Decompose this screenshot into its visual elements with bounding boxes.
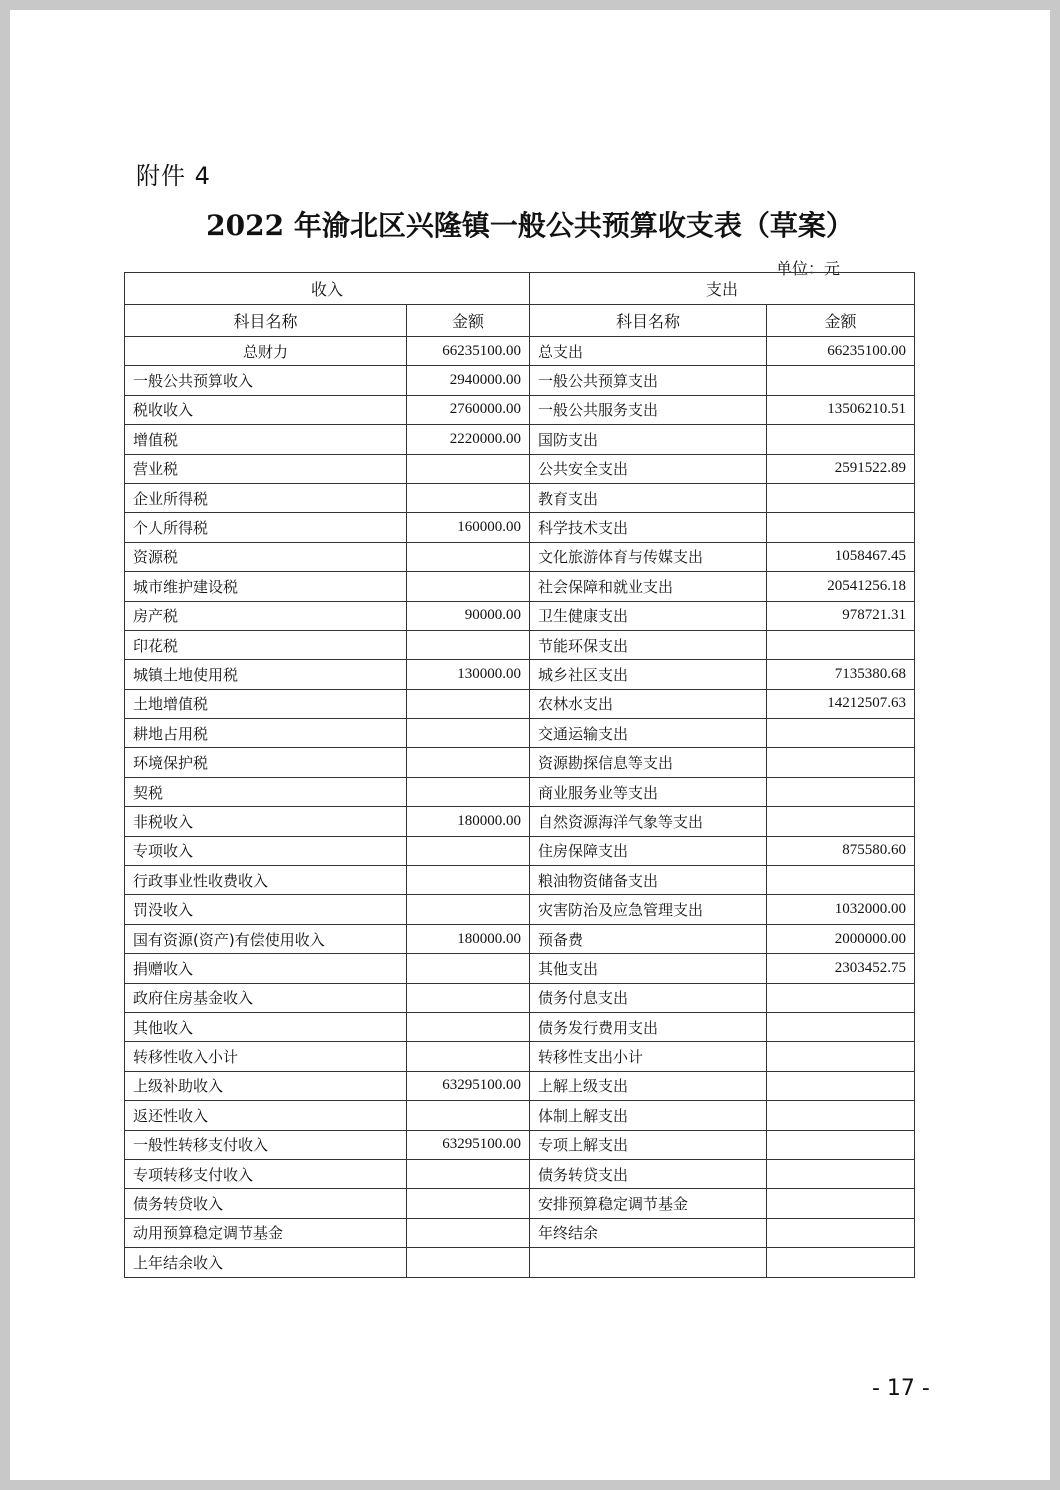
income-item-amount bbox=[407, 454, 530, 483]
income-item-amount bbox=[407, 1159, 530, 1188]
income-item-name: 一般性转移支付收入 bbox=[125, 1130, 407, 1159]
income-item-amount: 66235100.00 bbox=[407, 337, 530, 366]
expense-item-name: 自然资源海洋气象等支出 bbox=[530, 807, 767, 836]
expense-section-header: 支出 bbox=[530, 273, 915, 305]
expense-item-amount bbox=[767, 1218, 915, 1247]
expense-item-name: 粮油物资储备支出 bbox=[530, 866, 767, 895]
table-row bbox=[125, 1248, 915, 1277]
expense-item-name: 年终结余 bbox=[530, 1218, 767, 1247]
income-item-name: 房产税 bbox=[125, 601, 407, 630]
expense-item-amount bbox=[767, 1159, 915, 1188]
income-item-name: 国有资源(资产)有偿使用收入 bbox=[125, 924, 407, 953]
income-item-name: 税收收入 bbox=[125, 395, 407, 424]
expense-item-name: 节能环保支出 bbox=[530, 630, 767, 659]
expense-item-amount: 1032000.00 bbox=[767, 895, 915, 924]
expense-item-amount bbox=[767, 1012, 915, 1041]
table-row bbox=[125, 836, 915, 865]
expense-item-amount: 875580.60 bbox=[767, 836, 915, 865]
income-item-name: 政府住房基金收入 bbox=[125, 983, 407, 1012]
expense-item-name: 一般公共预算支出 bbox=[530, 366, 767, 395]
table-row bbox=[125, 601, 915, 630]
income-item-amount bbox=[407, 572, 530, 601]
income-item-name: 非税收入 bbox=[125, 807, 407, 836]
expense-item-amount bbox=[767, 513, 915, 542]
table-row bbox=[125, 807, 915, 836]
income-item-name: 契税 bbox=[125, 777, 407, 806]
expense-item-name: 商业服务业等支出 bbox=[530, 777, 767, 806]
income-item-amount: 2940000.00 bbox=[407, 366, 530, 395]
table-row bbox=[125, 425, 915, 454]
table-row bbox=[125, 719, 915, 748]
section-header-row bbox=[125, 273, 915, 305]
expense-item-name: 住房保障支出 bbox=[530, 836, 767, 865]
income-section-header: 收入 bbox=[125, 273, 530, 305]
income-item-amount: 180000.00 bbox=[407, 924, 530, 953]
income-item-amount bbox=[407, 1189, 530, 1218]
expense-item-name: 交通运输支出 bbox=[530, 719, 767, 748]
expense-item-amount: 14212507.63 bbox=[767, 689, 915, 718]
expense-item-name: 社会保障和就业支出 bbox=[530, 572, 767, 601]
expense-item-amount bbox=[767, 366, 915, 395]
expense-item-name: 城乡社区支出 bbox=[530, 660, 767, 689]
table-row bbox=[125, 1189, 915, 1218]
expense-item-amount bbox=[767, 807, 915, 836]
income-item-name: 营业税 bbox=[125, 454, 407, 483]
table-row bbox=[125, 1159, 915, 1188]
income-item-amount bbox=[407, 689, 530, 718]
expense-item-name: 文化旅游体育与传媒支出 bbox=[530, 542, 767, 571]
income-item-name: 耕地占用税 bbox=[125, 719, 407, 748]
expense-item-name: 科学技术支出 bbox=[530, 513, 767, 542]
income-item-name: 总财力 bbox=[125, 337, 407, 366]
expense-item-name: 公共安全支出 bbox=[530, 454, 767, 483]
expense-item-amount: 20541256.18 bbox=[767, 572, 915, 601]
expense-item-name: 卫生健康支出 bbox=[530, 601, 767, 630]
income-item-amount: 63295100.00 bbox=[407, 1130, 530, 1159]
expense-item-name: 总支出 bbox=[530, 337, 767, 366]
table-row bbox=[125, 513, 915, 542]
income-item-amount bbox=[407, 983, 530, 1012]
income-item-name: 债务转贷收入 bbox=[125, 1189, 407, 1218]
expense-item-name: 农林水支出 bbox=[530, 689, 767, 718]
expense-item-name: 安排预算稳定调节基金 bbox=[530, 1189, 767, 1218]
table-row bbox=[125, 983, 915, 1012]
table-row bbox=[125, 1218, 915, 1247]
income-item-name: 转移性收入小计 bbox=[125, 1042, 407, 1071]
income-item-amount: 160000.00 bbox=[407, 513, 530, 542]
expense-item-amount bbox=[767, 866, 915, 895]
table-row bbox=[125, 748, 915, 777]
income-item-amount: 130000.00 bbox=[407, 660, 530, 689]
expense-item-amount: 2303452.75 bbox=[767, 954, 915, 983]
table-row bbox=[125, 1130, 915, 1159]
income-item-amount bbox=[407, 719, 530, 748]
table-row bbox=[125, 572, 915, 601]
income-item-name: 城市维护建设税 bbox=[125, 572, 407, 601]
income-item-name: 动用预算稳定调节基金 bbox=[125, 1218, 407, 1247]
document-title: 2022 年渝北区兴隆镇一般公共预算收支表（草案） bbox=[206, 209, 854, 242]
income-item-name: 上级补助收入 bbox=[125, 1071, 407, 1100]
income-item-amount bbox=[407, 866, 530, 895]
income-item-amount bbox=[407, 1012, 530, 1041]
income-item-amount bbox=[407, 483, 530, 512]
budget-table bbox=[124, 272, 915, 1278]
expense-item-name: 专项上解支出 bbox=[530, 1130, 767, 1159]
income-item-amount bbox=[407, 748, 530, 777]
income-item-amount bbox=[407, 1218, 530, 1247]
expense-item-name: 教育支出 bbox=[530, 483, 767, 512]
table-row bbox=[125, 660, 915, 689]
expense-item-name: 灾害防治及应急管理支出 bbox=[530, 895, 767, 924]
income-item-amount: 180000.00 bbox=[407, 807, 530, 836]
table-row bbox=[125, 395, 915, 424]
income-item-name: 返还性收入 bbox=[125, 1101, 407, 1130]
income-item-amount bbox=[407, 1042, 530, 1071]
income-item-amount: 2220000.00 bbox=[407, 425, 530, 454]
expense-item-amount: 1058467.45 bbox=[767, 542, 915, 571]
expense-item-amount: 978721.31 bbox=[767, 601, 915, 630]
page-number: - 17 - bbox=[872, 1376, 930, 1401]
income-item-name: 行政事业性收费收入 bbox=[125, 866, 407, 895]
income-item-name: 专项收入 bbox=[125, 836, 407, 865]
expense-item-amount bbox=[767, 1130, 915, 1159]
expense-item-name: 上解上级支出 bbox=[530, 1071, 767, 1100]
document-page bbox=[10, 10, 1050, 1480]
income-item-amount bbox=[407, 895, 530, 924]
expense-item-name: 债务付息支出 bbox=[530, 983, 767, 1012]
expense-item-amount: 13506210.51 bbox=[767, 395, 915, 424]
income-item-name: 其他收入 bbox=[125, 1012, 407, 1041]
income-item-name: 企业所得税 bbox=[125, 483, 407, 512]
expense-item-amount bbox=[767, 630, 915, 659]
expense-item-amount bbox=[767, 1189, 915, 1218]
table-row bbox=[125, 1042, 915, 1071]
table-row bbox=[125, 777, 915, 806]
income-item-amount: 90000.00 bbox=[407, 601, 530, 630]
table-row bbox=[125, 1071, 915, 1100]
expense-item-name: 体制上解支出 bbox=[530, 1101, 767, 1130]
expense-amount-column-header: 金额 bbox=[767, 305, 915, 337]
income-item-amount bbox=[407, 1248, 530, 1277]
expense-item-name: 债务发行费用支出 bbox=[530, 1012, 767, 1041]
income-item-amount: 2760000.00 bbox=[407, 395, 530, 424]
income-item-name: 一般公共预算收入 bbox=[125, 366, 407, 395]
table-row bbox=[125, 954, 915, 983]
expense-item-name: 一般公共服务支出 bbox=[530, 395, 767, 424]
expense-item-name: 转移性支出小计 bbox=[530, 1042, 767, 1071]
expense-item-amount bbox=[767, 748, 915, 777]
expense-item-name: 国防支出 bbox=[530, 425, 767, 454]
table-row bbox=[125, 1101, 915, 1130]
income-item-name: 城镇土地使用税 bbox=[125, 660, 407, 689]
income-item-name: 印花税 bbox=[125, 630, 407, 659]
table-row bbox=[125, 895, 915, 924]
income-item-amount bbox=[407, 777, 530, 806]
table-row bbox=[125, 542, 915, 571]
expense-name-column-header: 科目名称 bbox=[530, 305, 767, 337]
income-item-name: 专项转移支付收入 bbox=[125, 1159, 407, 1188]
expense-item-name: 债务转贷支出 bbox=[530, 1159, 767, 1188]
table-row bbox=[125, 1012, 915, 1041]
income-item-name: 上年结余收入 bbox=[125, 1248, 407, 1277]
income-name-column-header: 科目名称 bbox=[125, 305, 407, 337]
expense-item-amount: 66235100.00 bbox=[767, 337, 915, 366]
income-item-amount bbox=[407, 954, 530, 983]
table-row bbox=[125, 483, 915, 512]
expense-item-amount bbox=[767, 1042, 915, 1071]
unit-label: 单位：元 bbox=[776, 259, 841, 278]
expense-item-name: 其他支出 bbox=[530, 954, 767, 983]
income-item-name: 捐赠收入 bbox=[125, 954, 407, 983]
budget-table-body bbox=[125, 337, 915, 1278]
expense-item-amount bbox=[767, 1248, 915, 1277]
expense-item-name: 资源勘探信息等支出 bbox=[530, 748, 767, 777]
table-row bbox=[125, 689, 915, 718]
table-row bbox=[125, 924, 915, 953]
income-item-amount bbox=[407, 1101, 530, 1130]
income-amount-column-header: 金额 bbox=[407, 305, 530, 337]
expense-item-amount bbox=[767, 1101, 915, 1130]
table-row bbox=[125, 454, 915, 483]
attachment-label: 附件 4 bbox=[136, 162, 211, 190]
income-item-name: 环境保护税 bbox=[125, 748, 407, 777]
income-item-name: 资源税 bbox=[125, 542, 407, 571]
income-item-amount bbox=[407, 836, 530, 865]
expense-item-amount: 7135380.68 bbox=[767, 660, 915, 689]
income-item-name: 土地增值税 bbox=[125, 689, 407, 718]
expense-item-name bbox=[530, 1248, 767, 1277]
expense-item-name: 预备费 bbox=[530, 924, 767, 953]
table-row bbox=[125, 630, 915, 659]
expense-item-amount bbox=[767, 983, 915, 1012]
expense-item-amount: 2591522.89 bbox=[767, 454, 915, 483]
income-item-name: 增值税 bbox=[125, 425, 407, 454]
income-item-amount: 63295100.00 bbox=[407, 1071, 530, 1100]
expense-item-amount bbox=[767, 425, 915, 454]
expense-item-amount bbox=[767, 483, 915, 512]
expense-item-amount bbox=[767, 719, 915, 748]
table-row bbox=[125, 866, 915, 895]
table-row bbox=[125, 366, 915, 395]
expense-item-amount: 2000000.00 bbox=[767, 924, 915, 953]
income-item-amount bbox=[407, 542, 530, 571]
column-header-row bbox=[125, 305, 915, 337]
income-item-amount bbox=[407, 630, 530, 659]
expense-item-amount bbox=[767, 1071, 915, 1100]
table-row bbox=[125, 337, 915, 366]
income-item-name: 个人所得税 bbox=[125, 513, 407, 542]
expense-item-amount bbox=[767, 777, 915, 806]
income-item-name: 罚没收入 bbox=[125, 895, 407, 924]
